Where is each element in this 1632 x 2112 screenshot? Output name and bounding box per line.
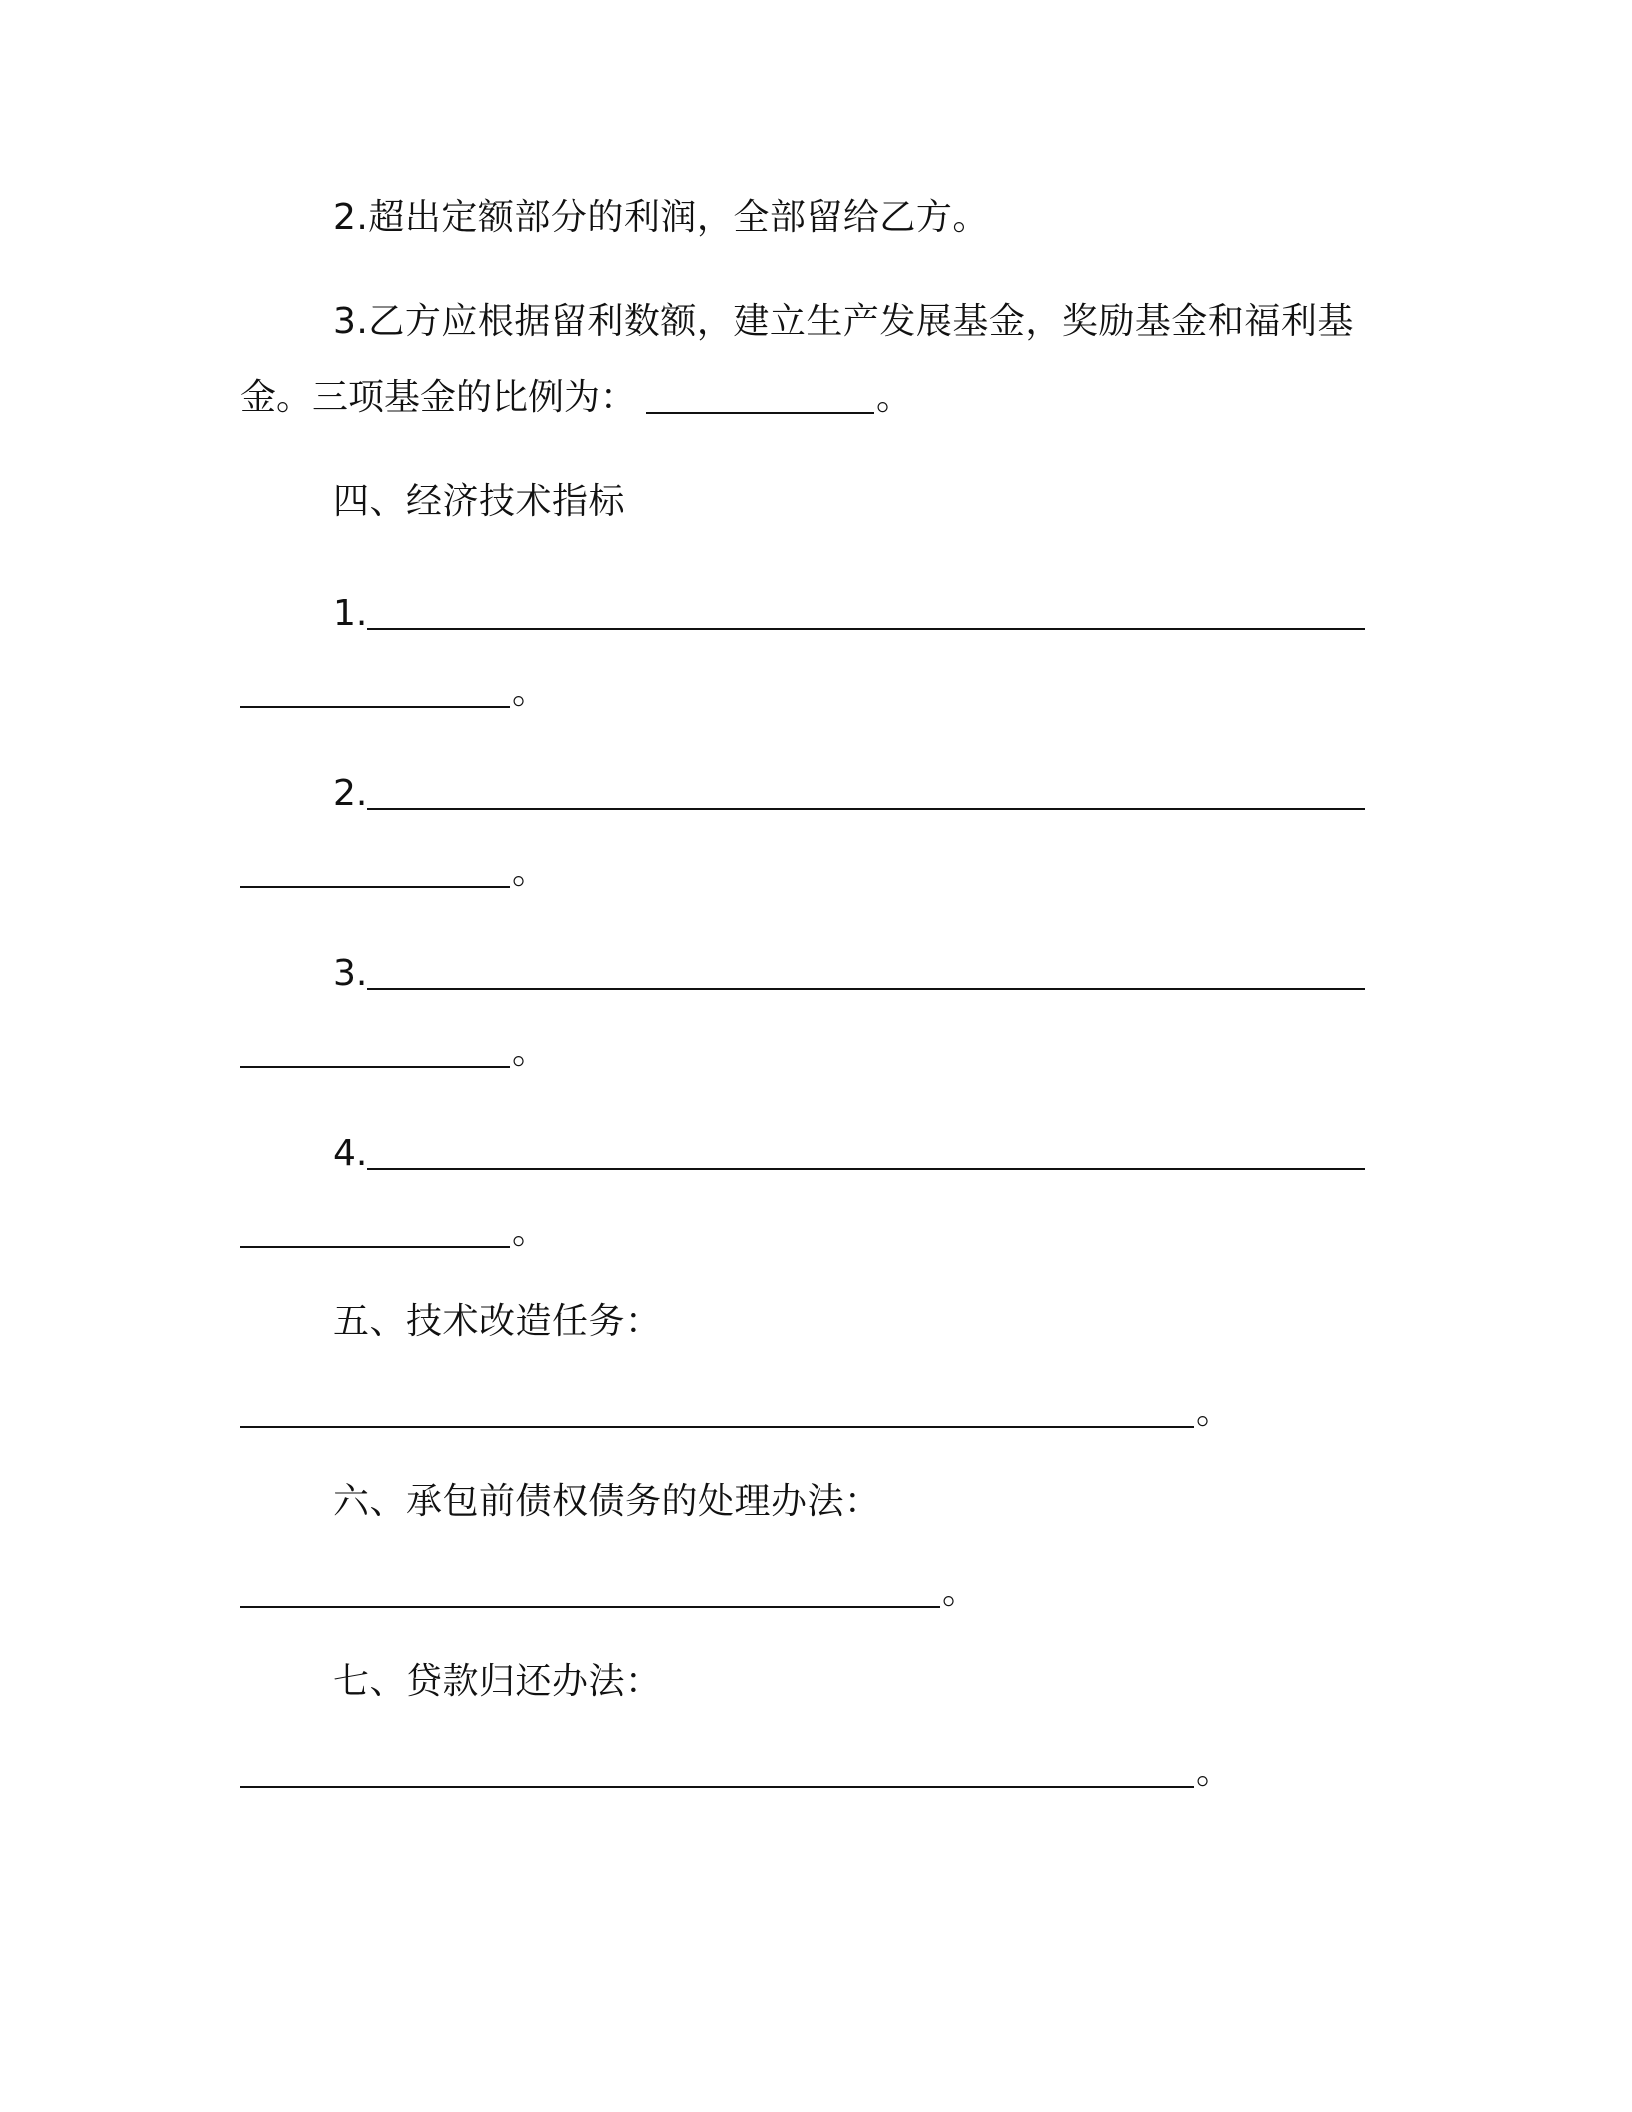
period: 。: [512, 851, 549, 892]
period: 。: [512, 1211, 549, 1252]
indicator-2-blank-continued[interactable]: [240, 886, 510, 888]
section-7-heading: 七、贷款归还办法：: [333, 1661, 662, 1702]
indicator-4-number: 4.: [333, 1133, 368, 1174]
indicator-2-number: 2.: [333, 773, 368, 814]
indicator-4-line-2: [240, 1210, 548, 1254]
indicator-4-blank-continued[interactable]: [240, 1246, 510, 1248]
indicator-2-line-1: [333, 772, 1365, 816]
period: 。: [942, 1571, 979, 1612]
indicator-1-blank-continued[interactable]: [240, 706, 510, 708]
section-5-answer: [240, 1390, 1232, 1434]
indicator-3-line-1: [333, 952, 1365, 996]
indicator-3-number: 3.: [333, 953, 368, 994]
indicator-4-line-1: [333, 1132, 1365, 1176]
fund-ratio-blank[interactable]: [646, 412, 874, 414]
period: 。: [876, 377, 913, 418]
indicator-2-blank[interactable]: [367, 808, 1365, 810]
indicator-2-line-2: [240, 850, 548, 894]
debt-handling-blank[interactable]: [240, 1606, 940, 1608]
indicator-1-line-2: [240, 670, 548, 714]
section-4-heading: 四、经济技术指标: [333, 481, 626, 522]
section-7-answer: [240, 1750, 1232, 1794]
period: 。: [512, 671, 549, 712]
tech-renovation-blank[interactable]: [240, 1426, 1194, 1428]
indicator-1-number: 1.: [333, 593, 368, 634]
indicator-3-line-2: [240, 1030, 548, 1074]
paragraph-3-line-2: [240, 376, 912, 420]
paragraph-2: 2.超出定额部分的利润，全部留给乙方。: [333, 197, 989, 238]
paragraph-3-line-1: 3.乙方应根据留利数额，建立生产发展基金，奖励基金和福利基: [333, 301, 1354, 342]
indicator-3-blank[interactable]: [367, 988, 1365, 990]
period: 。: [1196, 1751, 1233, 1792]
indicator-1-blank[interactable]: [367, 628, 1365, 630]
paragraph-3-text: 金。三项基金的比例为：: [240, 377, 637, 418]
section-6-answer: [240, 1570, 978, 1614]
loan-repayment-blank[interactable]: [240, 1786, 1194, 1788]
section-6-heading: 六、承包前债权债务的处理办法：: [333, 1481, 881, 1522]
indicator-4-blank[interactable]: [367, 1168, 1365, 1170]
indicator-1-line-1: [333, 592, 1365, 636]
indicator-3-blank-continued[interactable]: [240, 1066, 510, 1068]
period: 。: [1196, 1391, 1233, 1432]
period: 。: [512, 1031, 549, 1072]
section-5-heading: 五、技术改造任务：: [333, 1301, 662, 1342]
